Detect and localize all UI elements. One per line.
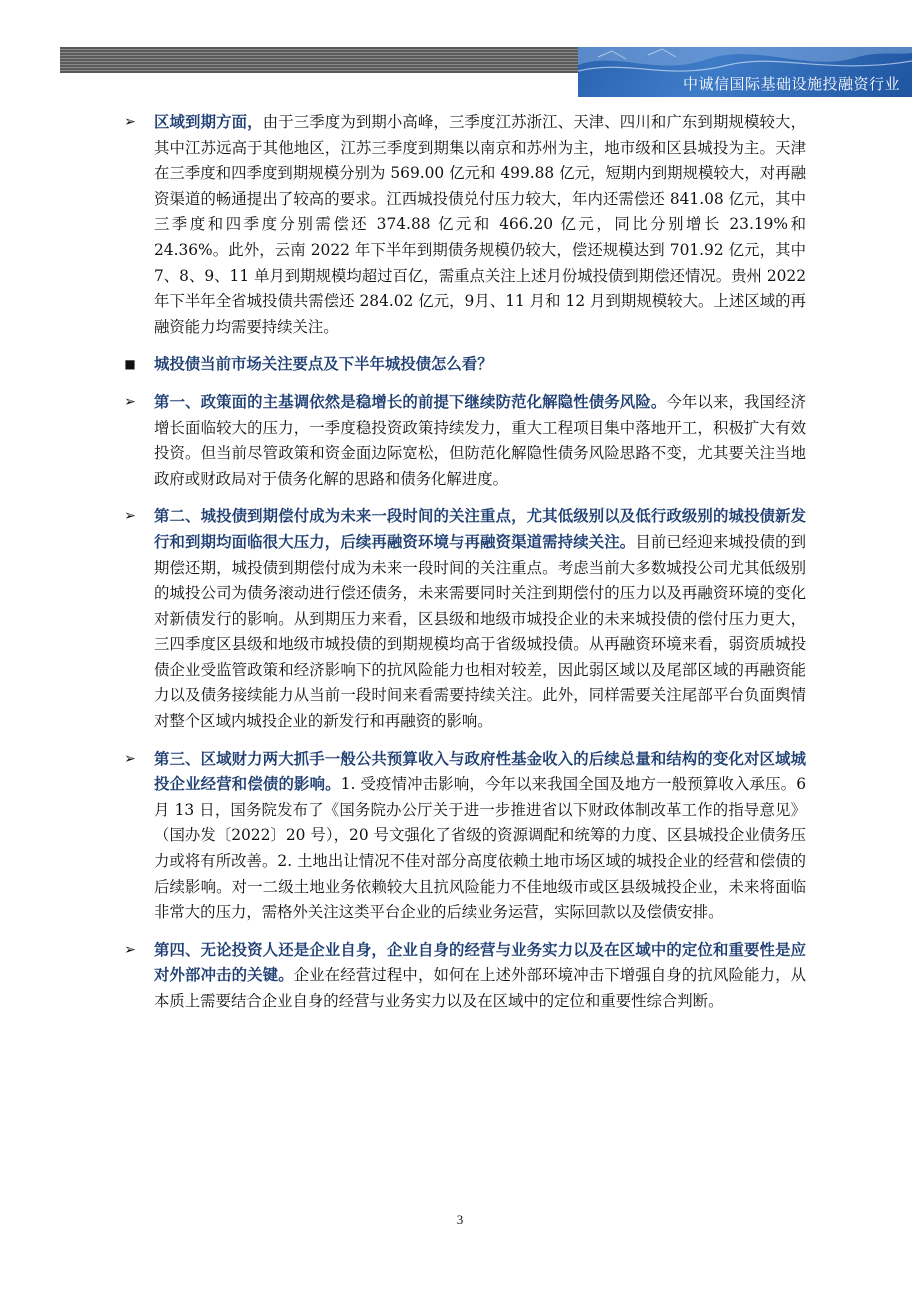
- paragraph-text: 今年以来，我国经济增长面临较大的压力，一季度稳投资政策持续发力，重大工程项目集中落地开工，积极扩大有效投资。但当前尽管政策和资金面边际宽松，但防范化解隐性债务风险思路不变，尤其要关注当地政府或财政局对于债务化解的思路和债务化解进度。: [154, 392, 806, 488]
- header-decorative-band: [60, 47, 580, 73]
- arrow-bullet-icon: ➢: [124, 114, 136, 130]
- paragraph-text: 1. 受疫情冲击影响，今年以来我国全国及地方一般预算收入承压。6 月 13 日，国务院发布了《国务院办公厅关于进一步推进省以下财政体制改革工作的指导意见》（国办发〔2022〕20 号），20 号文强化了省级的资源调配和统筹的力度、区县城投企业债务压力或将有所改善。2. 土地出让情况不佳对部分高度依赖土地市场区域的城投企业的经营和偿债的后续影响。对一二级土地业务依赖较大且抗风险能力不佳地级市或区县级城投企业，未来将面临非常大的压力，需格外关注这类平台企业的后续业务运营，实际回款以及偿债安排。: [154, 775, 806, 922]
- arrow-bullet-icon: ➢: [124, 508, 136, 525]
- document-body: [120, 110, 806, 1027]
- paragraph-text: 目前已经迎来城投债的到期偿还期，城投债到期偿付成为未来一段时间的关注重点。考虑当前大多数城投公司尤其低级别的城投公司为债务滚动进行偿还债务，未来需要同时关注到期偿付的压力以及再融资环境的变化对新债发行的影响。从到期压力来看，区县级和地级市城投企业的未来城投债的偿付压力更大，三四季度区县级和地级市城投债的到期规模均高于省级城投债。从再融资环境来看，弱资质城投债企业受监管政策和经济影响下的抗风险能力也相对较差，因此弱区域以及尾部区域的再融资能力以及债务接续能力从当前一段时间来看需要持续关注。此外，同样需要关注尾部平台负面舆情对整个区域内城投企业的新发行和再融资的影响。: [154, 532, 806, 731]
- paragraph-text: 由于三季度为到期小高峰，三季度江苏浙江、天津、四川和广东到期规模较大，其中江苏远高于其他地区，江苏三季度到期集以南京和苏州为主，地市级和区县城投为主。天津在三季度和四季度到期规模分别为 569.00 亿元和 499.88 亿元，短期内到期规模较大，对再融资渠道的畅通提出了较高的要求。江西城投债兑付压力较大，年内还需偿还 841.08 亿元，其中三季度和四季度分别需偿还 374.88 亿元和 466.20 亿元，同比分别增长 23.19%和 24.36%。此外，云南 2022 年下半年到期债务规模仍较大，偿还规模达到 701.92 亿元，其中 7、8、9、11 单月到期规模均超过百亿，需重点关注上述月份城投债到期偿还情况。贵州 2022 年下半年全省城投债共需偿还 284.02 亿元，9月、11 月和 12 月到期规模较大。上述区域的再融资能力均需要持续关注。: [154, 113, 806, 336]
- paragraph-point-two: [120, 504, 806, 734]
- page-number: 3: [456, 1212, 464, 1227]
- paragraph-regional-maturity: [120, 110, 806, 340]
- paragraph-lead: 区域到期方面，: [154, 113, 263, 131]
- arrow-bullet-icon: ➢: [124, 941, 136, 958]
- report-series-title: 中诚信国际基础设施投融资行业: [682, 75, 900, 93]
- section-question-text: 城投债当前市场关注要点及下半年城投债怎么看？: [154, 355, 493, 374]
- header-title-banner: [578, 47, 912, 97]
- paragraph-point-four: [120, 938, 806, 1015]
- section-question: [120, 352, 806, 378]
- paragraph-lead: 第二、城投债到期偿付成为未来一段时间的关注重点，尤其低级别以及低行政级别的城投债新发行和到期均面临很大压力，后续再融资环境与再融资渠道需持续关注。: [154, 507, 806, 551]
- paragraph-point-three: [120, 747, 806, 926]
- arrow-bullet-icon: ➢: [124, 393, 136, 410]
- paragraph-lead: 第一、政策面的主基调依然是稳增长的前提下继续防范化解隐性债务风险。: [154, 392, 667, 411]
- paragraph-text: 企业在经营过程中，如何在上述外部环境冲击下增强自身的抗风险能力，从本质上需要结合企业自身的经营与业务实力以及在区域中的定位和重要性综合判断。: [154, 966, 806, 1010]
- paragraph-point-one: [120, 390, 806, 492]
- square-bullet-icon: ■: [124, 357, 136, 372]
- paragraph-lead: 第四、无论投资人还是企业自身，企业自身的经营与业务实力以及在区域中的定位和重要性是应对外部冲击的关键。: [154, 940, 806, 985]
- arrow-bullet-icon: ➢: [124, 750, 136, 767]
- paragraph-lead: 第三、区域财力两大抓手一般公共预算收入与政府性基金收入的后续总量和结构的变化对区域城投企业经营和偿债的影响。: [154, 749, 806, 794]
